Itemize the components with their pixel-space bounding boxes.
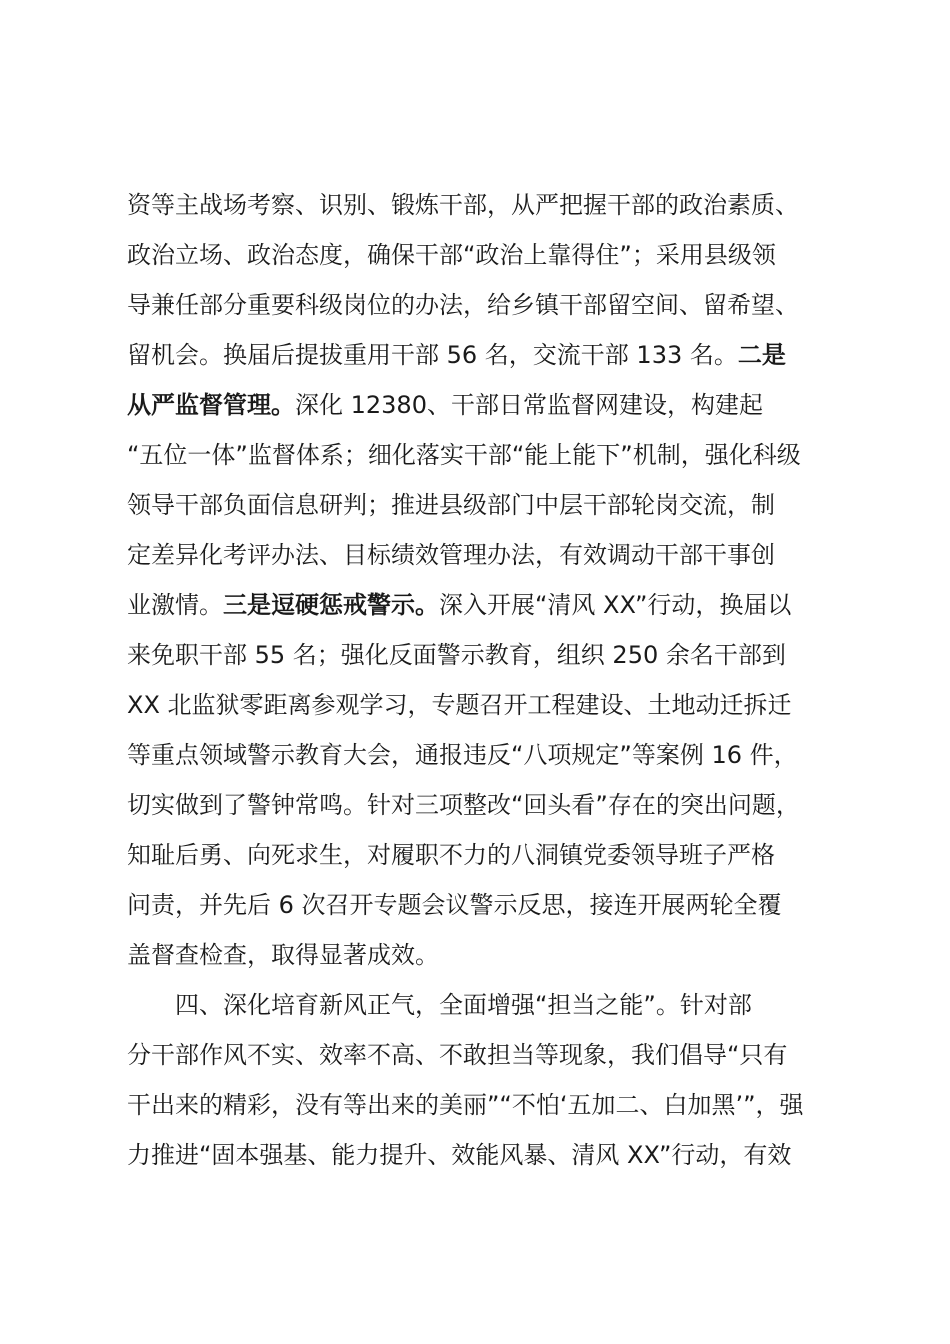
paragraph-text: 力推进“固本强基、能力提升、效能风暴、清风 XX”行动，有效 — [127, 1141, 792, 1169]
paragraph-text: 定差异化考评办法、目标绩效管理办法，有效调动干部干事创 — [127, 541, 775, 569]
paragraph-text: 问责，并先后 6 次召开专题会议警示反思，接连开展两轮全覆 — [127, 891, 782, 919]
paragraph-text: 领导干部负面信息研判；推进县级部门中层干部轮岗交流，制 — [127, 491, 775, 519]
text-line — [127, 380, 857, 430]
text-line — [127, 1130, 857, 1180]
paragraph-text: 来免职干部 55 名；强化反面警示教育，组织 250 余名干部到 — [127, 641, 786, 669]
text-line — [127, 880, 857, 930]
text-line — [127, 630, 857, 680]
text-line — [127, 1030, 857, 1080]
paragraph-text: 知耻后勇、向死求生，对履职不力的八洞镇党委领导班子严格 — [127, 841, 775, 869]
text-line — [127, 830, 857, 880]
paragraph-text: 导兼任部分重要科级岗位的办法，给乡镇干部留空间、留希望、 — [127, 291, 799, 319]
paragraph-text: 业激情。 — [127, 591, 223, 619]
paragraph-text: 分干部作风不实、效率不高、不敢担当等现象，我们倡导“只有 — [127, 1041, 788, 1069]
paragraph-text: 留机会。换届后提拔重用干部 56 名，交流干部 133 名。 — [127, 341, 738, 369]
text-line — [127, 280, 857, 330]
paragraph-text: “五位一体”监督体系；细化落实干部“能上能下”机制，强化科级 — [127, 441, 801, 469]
text-line — [127, 230, 857, 280]
paragraph-text: 政治立场、政治态度，确保干部“政治上靠得住”；采用县级领 — [127, 241, 776, 269]
bold-heading-text: 从严监督管理。 — [127, 391, 295, 419]
text-line — [127, 580, 857, 630]
paragraph-text: 资等主战场考察、识别、锻炼干部，从严把握干部的政治素质、 — [127, 191, 799, 219]
paragraph-text: 四、深化培育新风正气，全面增强“担当之能”。针对部 — [175, 991, 752, 1019]
paragraph-text: 深化 12380、干部日常监督网建设，构建起 — [295, 391, 763, 419]
paragraph-text: 深入开展“清风 XX”行动，换届以 — [439, 591, 792, 619]
text-line — [127, 930, 857, 980]
text-line — [127, 1080, 857, 1130]
bold-heading-text: 二是 — [737, 341, 786, 369]
text-line — [127, 730, 857, 780]
paragraph-text: 干出来的精彩，没有等出来的美丽”“不怕‘五加二、白加黑’”，强 — [127, 1091, 804, 1119]
bold-heading-text: 三是逗硬惩戒警示。 — [223, 591, 439, 619]
paragraph-text: 盖督查检查，取得显著成效。 — [127, 941, 439, 969]
paragraph-text: 切实做到了警钟常鸣。针对三项整改“回头看”存在的突出问题， — [127, 791, 800, 819]
paragraph-text: 等重点领域警示教育大会，通报违反“八项规定”等案例 16 件， — [127, 741, 798, 769]
text-line — [127, 480, 857, 530]
body-text — [127, 180, 857, 1180]
text-line — [127, 330, 857, 380]
text-line — [127, 780, 857, 830]
text-line — [127, 430, 857, 480]
text-line — [127, 180, 857, 230]
text-line — [127, 680, 857, 730]
paragraph-text: XX 北监狱零距离参观学习，专题召开工程建设、土地动迁拆迁 — [127, 691, 792, 719]
text-line — [127, 980, 857, 1030]
text-line — [127, 530, 857, 580]
